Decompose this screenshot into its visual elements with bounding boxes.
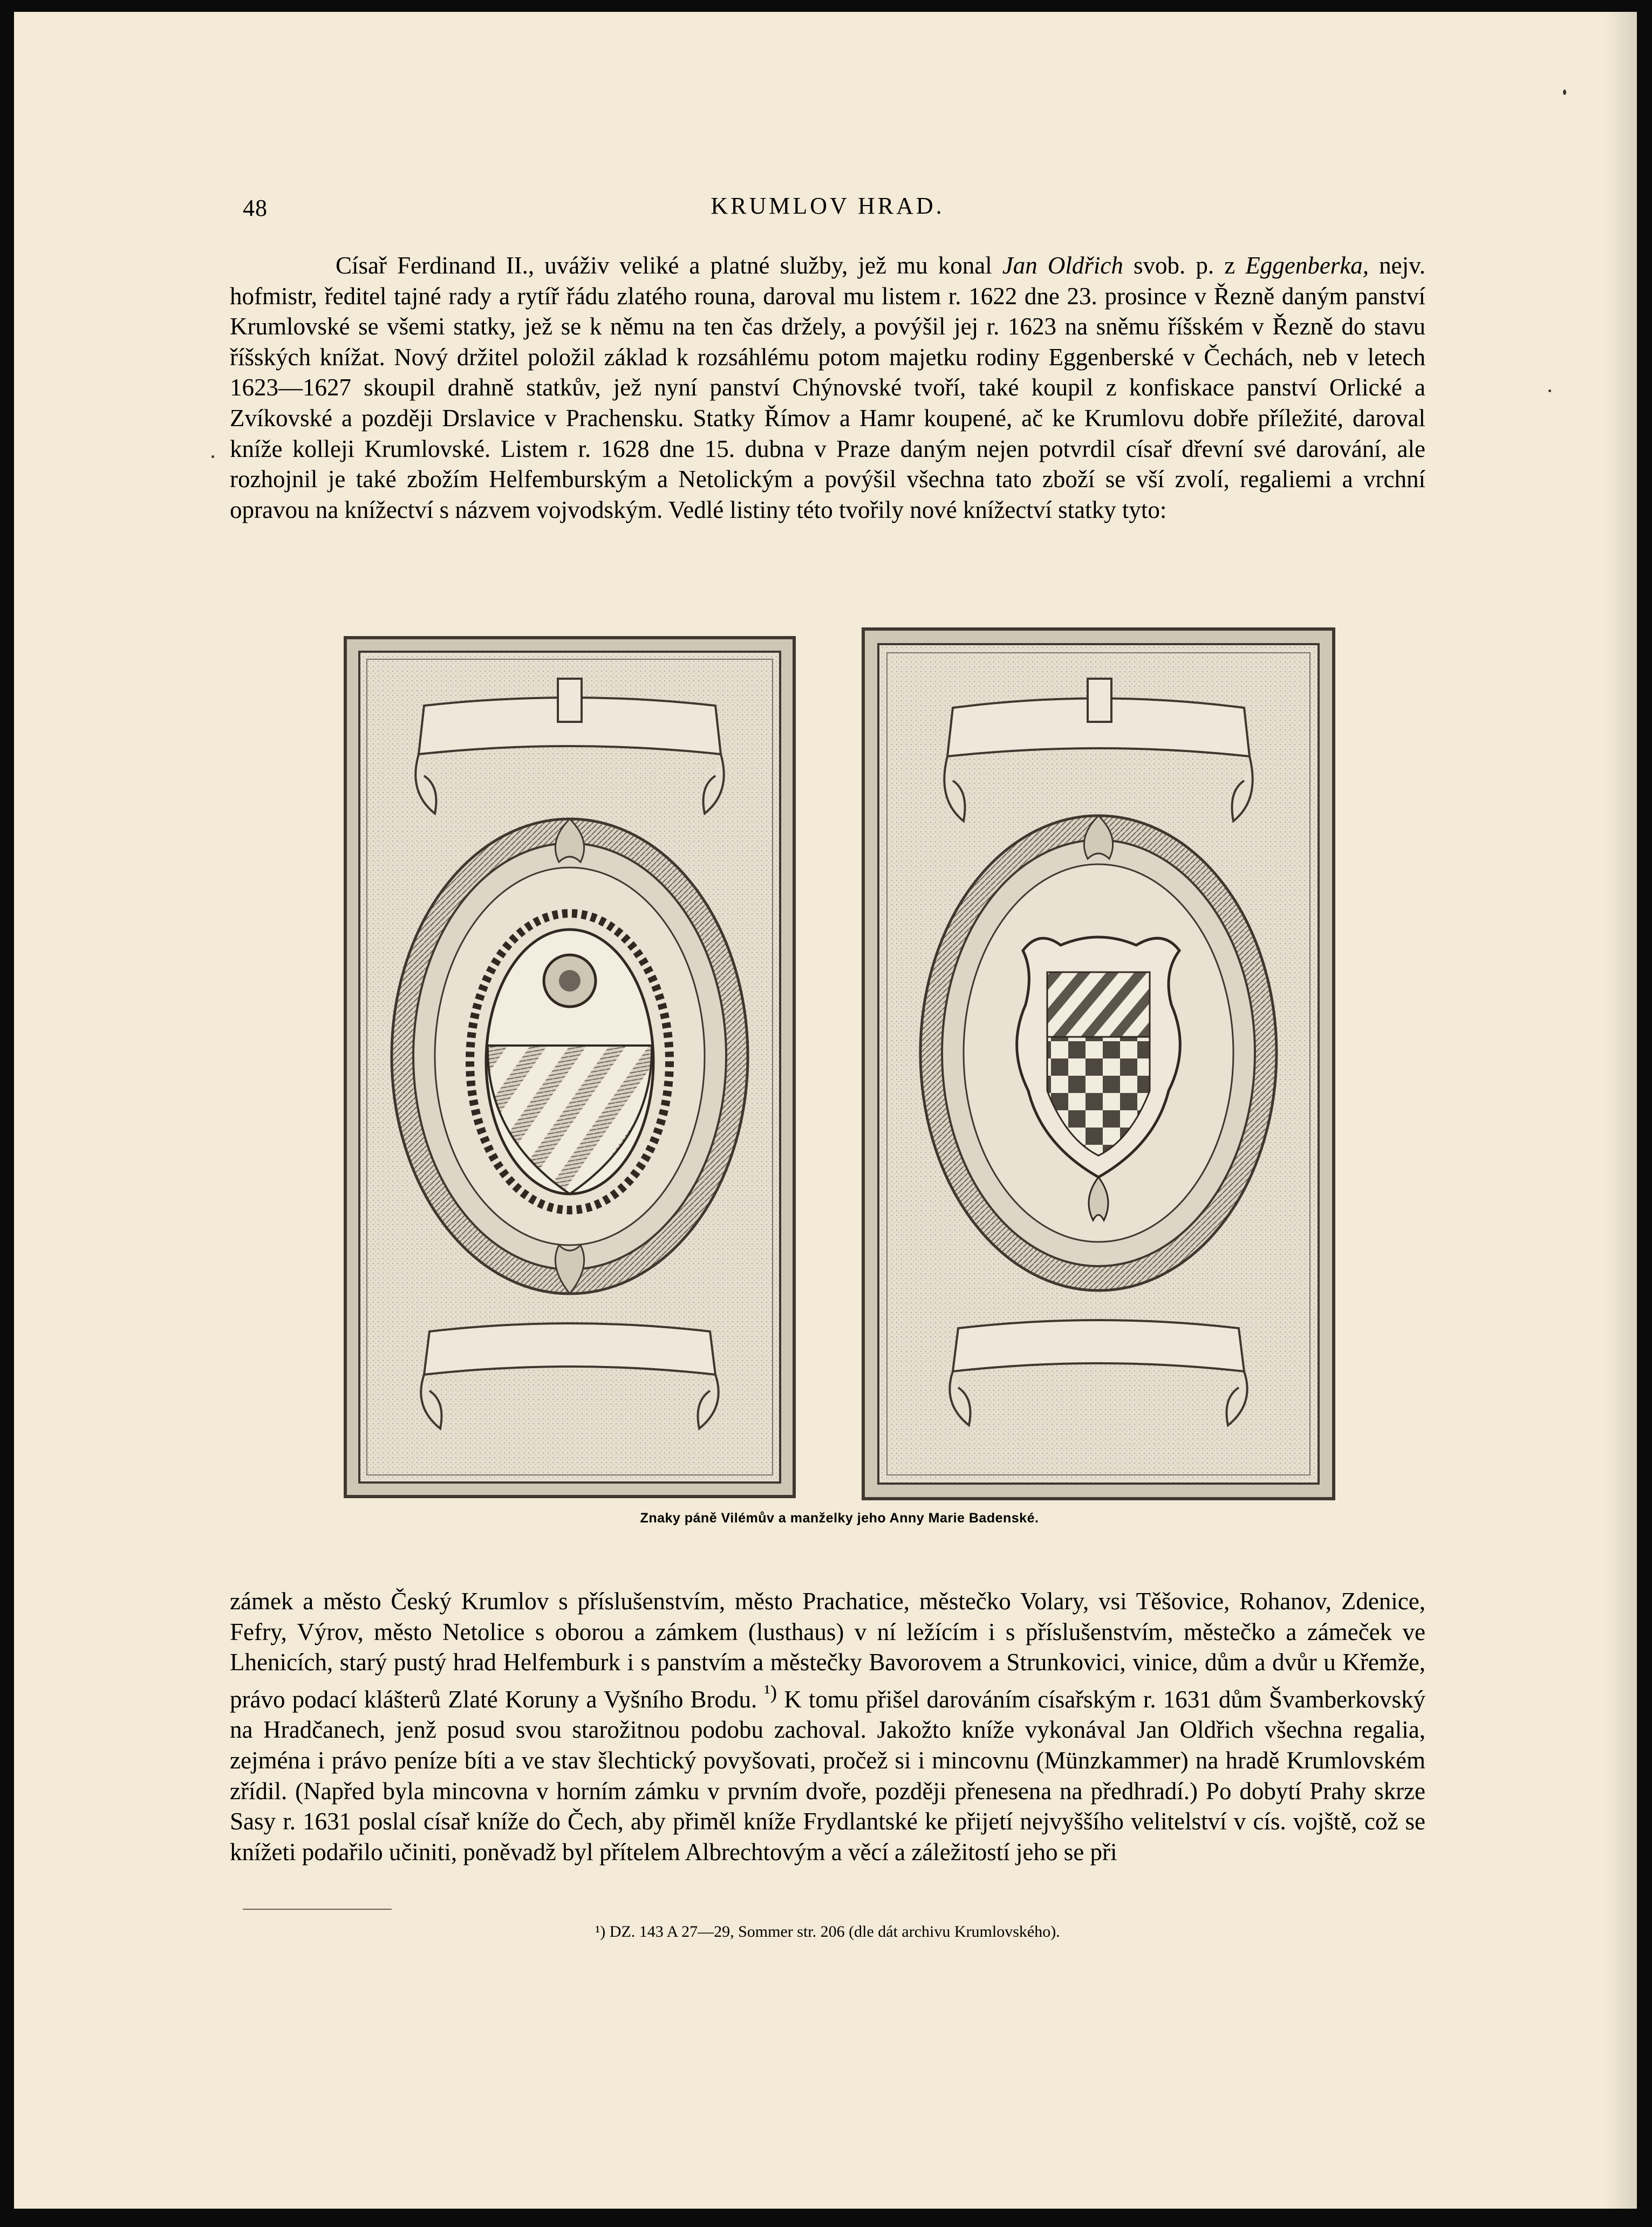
person-name-jan-oldrich: Jan Oldřich (1002, 252, 1123, 279)
continuation-text (230, 1586, 1425, 1867)
coat-of-arms-relief-anna-marie-icon (861, 627, 1336, 1501)
place-name-eggenberk: Eggenberka, (1245, 252, 1369, 279)
page-header (230, 192, 1425, 230)
intro-text-middle: svob. p. z (1123, 252, 1246, 279)
gutter-shadow (1605, 12, 1637, 2209)
continuation-paragraph (230, 1586, 1425, 1867)
figure-caption: Znaky páně Vilémův a manželky jeho Anny Marie Badenské. (640, 1511, 1039, 1526)
continuation-text-start: zámek a město Český Krumlov s příslušenstvím, město Prachatice, městečko Volary, vsi Těšovice, Rohanov, Zdenice, Fefry, Výrov, město Netolice s oborou a zámkem (lusthaus) v ní ležícím i s příslušenstvím, městečko a zámeček ve Lhenicích, starý pustý hrad Helfemburk i s panstvím a městečky Bavorovem a Strunkovici, vinice, dům a dvůr u Křemže, právo podací klášterů Zlaté Koruny a Vyšního Brodu. (230, 1588, 1425, 1713)
footnote: ¹) DZ. 143 A 27—29, Sommer str. 206 (dle dát archivu Krumlovského). (595, 1923, 1060, 1941)
running-title: KRUMLOV HRAD. (711, 193, 945, 219)
page-number: 48 (243, 195, 268, 221)
scan-speck (211, 455, 214, 458)
intro-text-start: Císař Ferdinand II., uváživ veliké a platné služby, jež mu konal (336, 252, 1002, 279)
coat-of-arms-figure (343, 636, 1336, 1499)
continuation-text-rest: K tomu přišel darováním císařským r. 1631 dům Švamberkovský na Hradčanech, jenž posud svou starožitnou podobu zachoval. Jakožto kníže vykonával Jan Oldřich všechna regalia, zejména i právo peníze bíti a ve stav šlechtický povyšovati, pročež si i mincovnu (Münzkammer) na hradě Krumlovském zřídil. (Napřed byla mincovna v horním zámku v prvním dvoře, později přenesena na předhradí.) Po dobytí Prahy skrze Sasy r. 1631 poslal císař kníže do Čech, aby přiměl kníže Frydlantské ke přijetí nejvyššího velitelství v cís. vojště, což se knížeti podařilo učiniti, poněvadž byl přítelem Albrechtovým a věcí a záležitostí jeho se při (230, 1685, 1426, 1866)
scan-speck (1563, 90, 1566, 95)
footnote-divider (243, 1909, 392, 1910)
footnote-marker: ¹) (764, 1681, 777, 1704)
left-coat-of-arms-plate (343, 636, 796, 1499)
right-coat-of-arms-plate (861, 627, 1336, 1501)
coat-of-arms-relief-vilem-icon (343, 636, 796, 1499)
intro-text-rest: nejv. hofmistr, ředitel tajné rady a rytíř řádu zlatého rouna, daroval mu listem r. 1622 dne 23. prosince v Řezně daným panství Krumlovské se všemi statky, jež se k němu na ten čas držely, a povýšil jej r. 1623 na sněmu říšském v Řezně do stavu říšských knížat. Nový držitel položil základ k rozsáhlému potom majetku rodiny Eggenberské v Čechách, neb v letech 1623—1627 skoupil drahně statkův, jež nyní panství Chýnovské tvoří, také koupil z konfiskace panství Orlické a Zvíkovské a později Drslavice v Prachensku. Statky Římov a Hamr koupené, ač ke Krumlovu dobře příležité, daroval kníže kolleji Krumlovské. Listem r. 1628 dne 15. dubna v Praze daným nejen potvrdil císař dřevní své darování, ale rozhojnil je také zbožím Helfemburským a Netolickým a povýšil všechna tato zboží se vší zvolí, regaliemi a vrchní opravou na knížectví s názvem vojvodským. Vedlé listiny této tvořily nové knížectví statky tyto: (230, 252, 1425, 523)
intro-paragraph (230, 250, 1425, 525)
scan-speck (1548, 390, 1551, 392)
intro-text (230, 250, 1425, 525)
